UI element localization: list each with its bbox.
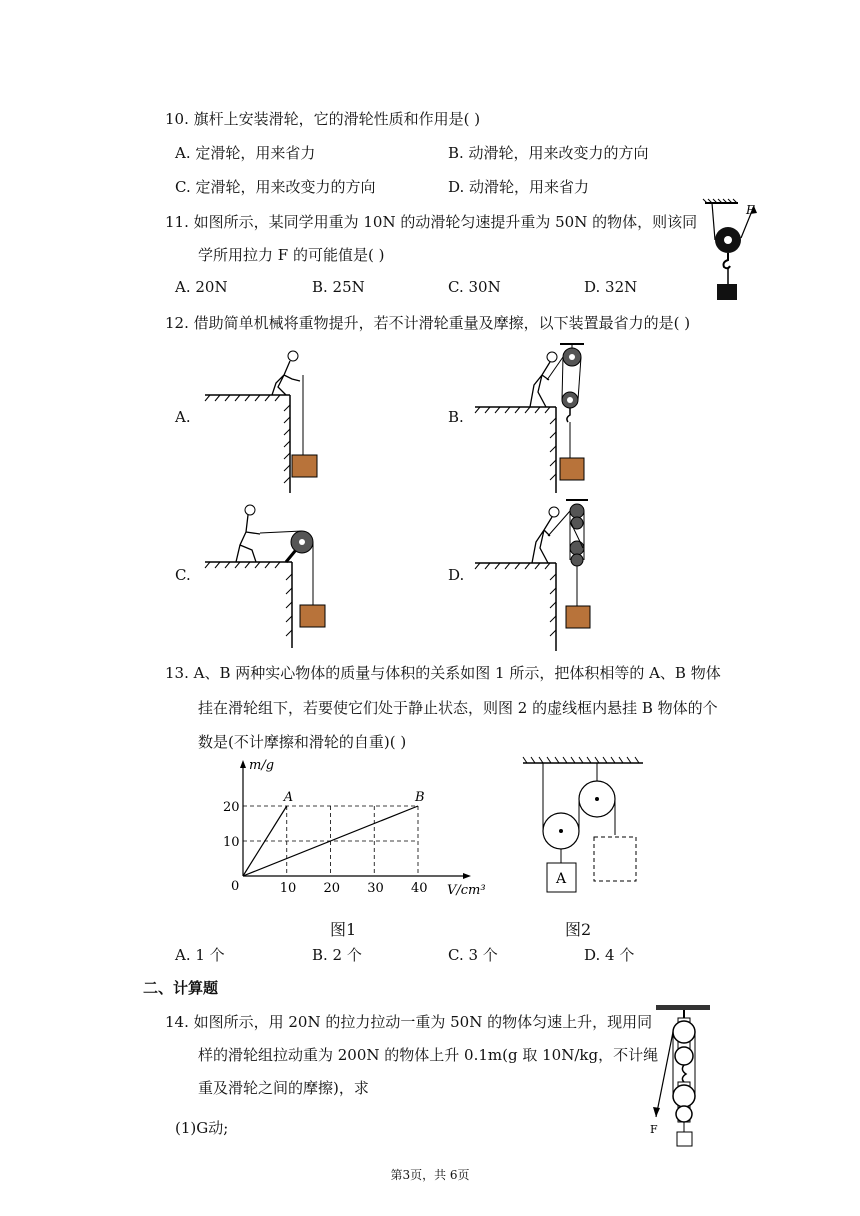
q11-option-b: B. 25N bbox=[312, 278, 365, 296]
page-footer: 第3页，共 6页 bbox=[390, 1168, 470, 1182]
q11-stem-line2: 学所用拉力 F 的可能值是( ) bbox=[198, 246, 385, 264]
series-label-A: A bbox=[283, 790, 294, 805]
q13-figure1-caption: 图1 bbox=[330, 920, 357, 939]
q12-option-c: C. bbox=[175, 566, 191, 584]
q12-figure-a bbox=[200, 345, 340, 495]
q10-option-c: C. 定滑轮，用来改变力的方向 bbox=[175, 178, 376, 196]
chart-series bbox=[243, 790, 425, 876]
q13-stem-line1: 13. A、B 两种实心物体的质量与体积的关系如图 1 所示，把体积相等的 A、B 物体 bbox=[165, 664, 721, 682]
y-tick-label: 20 bbox=[223, 800, 240, 815]
q11-stem-line1: 11. 如图所示，某同学用重为 10N 的动滑轮匀速提升重为 50N 的物体，则该同 bbox=[165, 213, 698, 231]
q12-stem: 12. 借助简单机械将重物提升，若不计滑轮重量及摩擦，以下装置最省力的是( ) bbox=[165, 314, 691, 332]
q11-option-c: C. 30N bbox=[448, 278, 501, 296]
q13-option-b: B. 2 个 bbox=[312, 946, 362, 964]
q12-figure-b bbox=[472, 340, 602, 495]
q13-option-d: D. 4 个 bbox=[584, 946, 635, 964]
q13-stem-line2: 挂在滑轮组下，若要使它们处于静止状态，则图 2 的虚线框内悬挂 B 物体的个 bbox=[198, 699, 718, 717]
q13-figure1-chart bbox=[215, 755, 505, 905]
q13-stem-line3: 数是(不计摩擦和滑轮的自重)( ) bbox=[198, 733, 407, 751]
chart-origin-label: 0 bbox=[231, 879, 240, 894]
q10-option-a: A. 定滑轮，用来省力 bbox=[175, 144, 316, 162]
y-axis-arrow bbox=[240, 760, 246, 768]
q14-stem-line3: 重及滑轮之间的摩擦)，求 bbox=[198, 1079, 369, 1097]
q14-stem-line2: 样的滑轮组拉动重为 200N 的物体上升 0.1m(g 取 10N/kg，不计绳 bbox=[198, 1046, 659, 1064]
q11-f-label: F bbox=[746, 203, 755, 217]
q10-option-d: D. 动滑轮，用来省力 bbox=[448, 178, 590, 196]
chart-x-label: V/cm³ bbox=[447, 883, 486, 898]
q10-stem: 10. 旗杆上安装滑轮，它的滑轮性质和作用是( ) bbox=[165, 110, 481, 128]
series-label-B: B bbox=[415, 790, 425, 805]
q12-figure-d bbox=[472, 496, 602, 654]
q12-option-a: A. bbox=[175, 408, 191, 426]
q13-figure2-caption: 图2 bbox=[565, 920, 592, 939]
q11-option-a: A. 20N bbox=[175, 278, 228, 296]
x-tick-label: 20 bbox=[323, 881, 341, 896]
x-axis-arrow bbox=[463, 873, 471, 879]
q14-pulley-figure bbox=[642, 1002, 722, 1152]
q14-stem-line1: 14. 如图所示，用 20N 的拉力拉动一重为 50N 的物体匀速上升，现用同 bbox=[165, 1013, 653, 1031]
x-tick-label: 10 bbox=[279, 881, 297, 896]
x-tick-label: 40 bbox=[411, 881, 428, 896]
x-tick-label: 30 bbox=[367, 881, 384, 896]
q11-pulley-figure bbox=[700, 198, 770, 303]
q12-figure-c bbox=[200, 500, 340, 650]
section2-heading: 二、计算题 bbox=[143, 979, 219, 997]
q11-option-d: D. 32N bbox=[584, 278, 638, 296]
q14-f-label: F bbox=[650, 1123, 658, 1136]
chart-axes bbox=[240, 760, 471, 879]
q13-option-c: C. 3 个 bbox=[448, 946, 498, 964]
q14-sub1: (1)G动; bbox=[175, 1119, 229, 1137]
q13-option-a: A. 1 个 bbox=[175, 946, 225, 964]
q13-figure2-pulley bbox=[515, 755, 650, 900]
q13-figure2-box-a-label: A bbox=[556, 871, 567, 887]
q12-option-b: B. bbox=[448, 408, 464, 426]
q10-option-b: B. 动滑轮，用来改变力的方向 bbox=[448, 144, 649, 162]
y-tick-label: 10 bbox=[223, 835, 240, 850]
chart-y-label: m/g bbox=[249, 758, 275, 773]
q12-option-d: D. bbox=[448, 566, 465, 584]
